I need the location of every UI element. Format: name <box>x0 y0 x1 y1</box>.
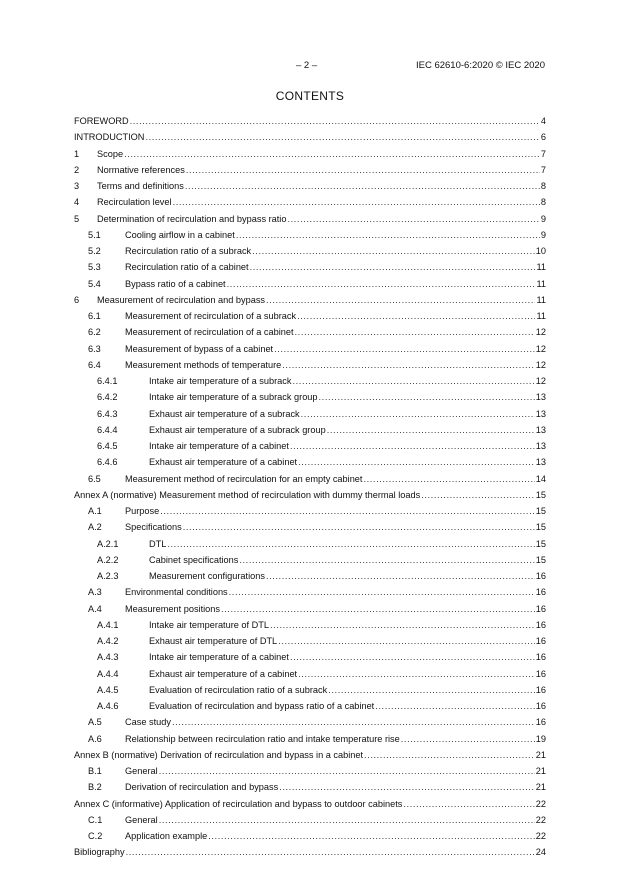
toc-dot-leader <box>130 113 540 129</box>
toc-dot-leader <box>208 828 535 844</box>
toc-entry-number: A.1 <box>88 506 102 516</box>
toc-entry-title: DTL <box>149 538 167 549</box>
toc-entry-page: 16 <box>535 668 546 679</box>
toc-entry[interactable] <box>74 162 546 178</box>
toc-dot-leader <box>239 552 534 568</box>
toc-entry-page: 13 <box>535 457 546 468</box>
toc-entry-page: 21 <box>535 766 546 776</box>
toc-entry-number: A.2 <box>88 522 102 533</box>
toc-entry-number: A.4.5 <box>97 684 119 695</box>
toc-entry-page: 9 <box>540 229 546 240</box>
toc-entry-title: General <box>125 814 158 825</box>
toc-entry-page: 11 <box>536 262 546 273</box>
toc-entry-number: A.2.2 <box>97 554 119 565</box>
toc-entry-title: Exhaust air temperature of DTL <box>149 636 278 646</box>
toc-dot-leader <box>159 812 535 828</box>
toc-entry-page: 15 <box>535 489 546 500</box>
toc-entry[interactable] <box>74 292 546 308</box>
toc-dot-leader <box>403 796 534 812</box>
toc-entry-title: FOREWORD <box>74 116 129 126</box>
toc-entry[interactable] <box>74 259 546 275</box>
toc-entry-number: A.4.3 <box>97 652 119 663</box>
toc-dot-leader <box>172 714 535 730</box>
toc-entry-title: Cooling airflow in a cabinet <box>125 229 235 240</box>
toc-entry-page: 16 <box>535 587 546 598</box>
toc-dot-leader <box>301 406 535 422</box>
toc-entry[interactable] <box>74 844 546 860</box>
toc-entry[interactable] <box>74 113 546 129</box>
toc-entry[interactable] <box>74 714 546 730</box>
toc-entry-title: Specifications <box>125 522 182 533</box>
toc-entry-page: 12 <box>535 327 546 338</box>
toc-entry[interactable] <box>74 519 546 535</box>
toc-entry-number: A.2.1 <box>97 538 119 549</box>
toc-dot-leader <box>160 503 535 519</box>
toc-entry-page: 16 <box>535 684 546 695</box>
toc-dot-leader <box>287 211 539 227</box>
toc-entry[interactable] <box>74 308 546 324</box>
toc-entry-page: 12 <box>535 376 546 386</box>
toc-entry[interactable] <box>74 422 546 438</box>
toc-entry-page: 13 <box>535 441 546 451</box>
toc-entry-page: 22 <box>535 831 546 841</box>
toc-dot-leader <box>186 162 540 178</box>
toc-entry[interactable] <box>74 552 546 568</box>
toc-entry-number: A.2.3 <box>97 571 119 581</box>
toc-dot-leader <box>375 698 535 714</box>
toc-entry-number: 1 <box>74 148 80 159</box>
toc-entry-number: A.6 <box>88 733 102 744</box>
toc-entry[interactable] <box>74 454 546 470</box>
toc-dot-leader <box>295 324 535 340</box>
toc-entry-number: 6 <box>74 294 80 305</box>
toc-entry[interactable] <box>74 487 546 503</box>
toc-entry-number: 6.4.3 <box>97 408 118 419</box>
toc-entry-page: 11 <box>536 311 546 321</box>
toc-entry-number: 5.4 <box>88 278 101 289</box>
toc-entry-page: 7 <box>540 148 546 159</box>
toc-entry-page: 13 <box>535 392 546 403</box>
toc-entry-page: 8 <box>540 181 546 191</box>
toc-entry-title: INTRODUCTION <box>74 132 145 143</box>
toc-dot-leader <box>252 243 535 259</box>
toc-entry-title: Determination of recirculation and bypass ratio <box>97 213 287 224</box>
toc-dot-leader <box>266 292 535 308</box>
toc-entry-number: 6.4.5 <box>97 441 118 451</box>
toc-dot-leader <box>401 731 535 747</box>
toc-entry-number: 6.2 <box>88 327 101 338</box>
toc-entry-number: 5 <box>74 213 80 224</box>
toc-entry[interactable] <box>74 243 546 259</box>
toc-entry-page: 12 <box>535 359 546 370</box>
toc-entry-page: 7 <box>540 164 546 175</box>
toc-entry-title: Exhaust air temperature of a cabinet <box>149 457 298 468</box>
toc-dot-leader <box>229 584 535 600</box>
toc-dot-leader <box>298 666 535 682</box>
toc-entry-title: Scope <box>97 148 124 159</box>
toc-entry[interactable] <box>74 129 546 145</box>
toc-entry-number: 3 <box>74 181 80 191</box>
toc-entry[interactable] <box>74 763 546 779</box>
toc-entry-title: Purpose <box>125 506 160 516</box>
toc-entry[interactable] <box>74 503 546 519</box>
toc-entry-page: 6 <box>540 132 546 143</box>
toc-entry-number: C.1 <box>88 814 103 825</box>
toc-dot-leader <box>364 747 535 763</box>
toc-dot-leader <box>421 487 535 503</box>
toc-entry-page: 15 <box>535 522 546 533</box>
toc-entry[interactable] <box>74 649 546 665</box>
toc-entry-number: A.4 <box>88 603 102 614</box>
page-header <box>0 60 620 74</box>
toc-dot-leader <box>328 682 535 698</box>
toc-entry-page: 22 <box>535 814 546 825</box>
toc-entry[interactable] <box>74 389 546 405</box>
toc-dot-leader <box>278 633 535 649</box>
toc-entry-number: 6.5 <box>88 473 101 484</box>
toc-entry-title: Terms and definitions <box>97 181 184 191</box>
toc-entry-page: 19 <box>535 733 546 744</box>
toc-entry[interactable] <box>74 178 546 194</box>
toc-dot-leader <box>327 422 535 438</box>
toc-entry-number: 4 <box>74 197 80 208</box>
toc-entry-title: Evaluation of recirculation ratio of a subrack <box>149 684 328 695</box>
toc-entry-page: 24 <box>535 847 546 858</box>
toc-entry[interactable] <box>74 341 546 357</box>
toc-entry-number: A.4.1 <box>97 619 119 630</box>
toc-entry[interactable] <box>74 682 546 698</box>
toc-entry-page: 16 <box>535 701 546 711</box>
toc-entry-title: Cabinet specifications <box>149 554 239 565</box>
toc-entry-title: Recirculation level <box>97 197 172 208</box>
toc-entry-title: Annex B (normative) Derivation of recirculation and bypass in a cabinet <box>74 749 364 760</box>
toc-entry-title: Measurement positions <box>125 603 220 614</box>
toc-entry[interactable] <box>74 633 546 649</box>
toc-entry[interactable] <box>74 471 546 487</box>
toc-entry-page: 21 <box>535 782 546 793</box>
toc-dot-leader <box>290 438 535 454</box>
toc-entry[interactable] <box>74 406 546 422</box>
toc-entry-title: Measurement methods of temperature <box>125 359 282 370</box>
toc-entry[interactable] <box>74 828 546 844</box>
toc-entry-title: Measurement of recirculation and bypass <box>97 294 266 305</box>
toc-entry-number: 2 <box>74 164 80 175</box>
toc-entry-number: B.1 <box>88 766 102 776</box>
toc-entry[interactable] <box>74 747 546 763</box>
toc-entry-number: 6.3 <box>88 343 101 354</box>
toc-entry[interactable] <box>74 698 546 714</box>
toc-entry-title: Environmental conditions <box>125 587 228 598</box>
toc-entry[interactable] <box>74 357 546 373</box>
toc-entry-page: 10 <box>535 246 546 256</box>
toc-entry-title: Exhaust air temperature of a subrack group <box>149 424 326 435</box>
toc-entry-title: Relationship between recirculation ratio and intake temperature rise <box>125 733 400 744</box>
toc-entry[interactable] <box>74 568 546 584</box>
toc-entry-number: 6.4 <box>88 359 101 370</box>
toc-entry[interactable] <box>74 731 546 747</box>
toc-entry-title: Annex A (normative) Measurement method of recirculation with dummy thermal loads <box>74 489 421 500</box>
toc-entry-page: 13 <box>535 424 546 435</box>
toc-entry-title: Normative references <box>97 164 185 175</box>
toc-entry-number: 6.4.6 <box>97 457 118 468</box>
toc-entry-title: Bypass ratio of a cabinet <box>125 278 226 289</box>
toc-dot-leader <box>145 129 539 145</box>
toc-dot-leader <box>274 341 535 357</box>
toc-entry[interactable] <box>74 227 546 243</box>
toc-entry-page: 16 <box>535 652 546 663</box>
toc-entry-page: 9 <box>540 213 546 224</box>
toc-entry-number: 6.4.4 <box>97 424 118 435</box>
toc-entry-title: Intake air temperature of DTL <box>149 619 270 630</box>
toc-dot-leader <box>250 259 536 275</box>
toc-dot-leader <box>297 308 535 324</box>
toc-entry-title: Intake air temperature of a subrack group <box>149 392 318 403</box>
toc-entry-page: 15 <box>535 538 546 549</box>
toc-entry-title: Derivation of recirculation and bypass <box>125 782 279 793</box>
toc-dot-leader <box>266 568 535 584</box>
toc-dot-leader <box>221 601 535 617</box>
toc-dot-leader <box>236 227 540 243</box>
toc-entry-title: Case study <box>125 717 171 728</box>
toc-entry-page: 4 <box>540 116 546 126</box>
toc-entry-title: Bibliography <box>74 847 125 858</box>
toc-entry-page: 15 <box>535 506 546 516</box>
toc-dot-leader <box>270 617 535 633</box>
toc-dot-leader <box>185 178 540 194</box>
toc-dot-leader <box>290 649 535 665</box>
toc-dot-leader <box>183 519 535 535</box>
toc-dot-leader <box>298 454 535 470</box>
toc-entry-page: 22 <box>535 798 546 809</box>
toc-entry-number: 5.1 <box>88 229 101 240</box>
toc-entry-number: A.3 <box>88 587 102 598</box>
toc-entry-title: Measurement of bypass of a cabinet <box>125 343 274 354</box>
toc-entry-page: 16 <box>535 636 546 646</box>
toc-entry[interactable] <box>74 601 546 617</box>
toc-entry-number: A.4.6 <box>97 701 119 711</box>
toc-entry-page: 16 <box>535 619 546 630</box>
toc-entry-title: Intake air temperature of a cabinet <box>149 652 289 663</box>
toc-entry-page: 21 <box>535 749 546 760</box>
toc-entry-page: 12 <box>535 343 546 354</box>
toc-dot-leader <box>167 536 534 552</box>
toc-entry-number: 6.1 <box>88 311 101 321</box>
toc-entry-title: Recirculation ratio of a cabinet <box>125 262 249 273</box>
toc-dot-leader <box>173 194 540 210</box>
toc-entry-number: A.4.2 <box>97 636 119 646</box>
toc-entry-title: Recirculation ratio of a subrack <box>125 246 252 256</box>
toc-entry-title: Intake air temperature of a cabinet <box>149 441 289 451</box>
toc-entry-page: 16 <box>535 603 546 614</box>
toc-entry-number: A.4.4 <box>97 668 119 679</box>
toc-entry[interactable] <box>74 373 546 389</box>
toc-entry-number: 5.3 <box>88 262 101 273</box>
toc-entry-page: 14 <box>535 473 546 484</box>
toc-dot-leader <box>124 146 540 162</box>
toc-entry[interactable] <box>74 438 546 454</box>
toc-entry[interactable] <box>74 779 546 795</box>
toc-dot-leader <box>363 471 534 487</box>
toc-entry-page: 11 <box>536 278 546 289</box>
toc-entry-title: Application example <box>125 831 208 841</box>
toc-dot-leader <box>319 389 535 405</box>
toc-entry[interactable] <box>74 617 546 633</box>
toc-entry-title: Evaluation of recirculation and bypass ratio of a cabinet <box>149 701 375 711</box>
toc-entry-page: 16 <box>535 717 546 728</box>
toc-dot-leader <box>282 357 535 373</box>
toc-entry-title: Measurement of recirculation of a subrack <box>125 311 297 321</box>
toc-entry[interactable] <box>74 796 546 812</box>
toc-entry-number: B.2 <box>88 782 102 793</box>
toc-entry-number: 5.2 <box>88 246 101 256</box>
toc-entry-page: 11 <box>536 294 546 305</box>
toc-entry[interactable] <box>74 536 546 552</box>
toc-entry-title: Measurement method of recirculation for an empty cabinet <box>125 473 363 484</box>
toc-entry-title: Exhaust air temperature of a subrack <box>149 408 300 419</box>
toc-entry-page: 8 <box>540 197 546 208</box>
toc-entry-number: 6.4.1 <box>97 376 118 386</box>
toc-entry[interactable] <box>74 211 546 227</box>
toc-entry[interactable] <box>74 584 546 600</box>
toc-entry-title: Exhaust air temperature of a cabinet <box>149 668 298 679</box>
page-number: – 2 – <box>296 60 318 71</box>
toc-dot-leader <box>292 373 534 389</box>
table-of-contents <box>74 113 546 861</box>
toc-entry-title: General <box>125 766 158 776</box>
toc-entry[interactable] <box>74 146 546 162</box>
toc-entry-page: 13 <box>535 408 546 419</box>
toc-entry[interactable] <box>74 194 546 210</box>
toc-entry-number: 6.4.2 <box>97 392 118 403</box>
toc-entry-title: Measurement configurations <box>149 571 265 581</box>
toc-entry[interactable] <box>74 276 546 292</box>
toc-dot-leader <box>126 844 535 860</box>
toc-entry-number: A.5 <box>88 717 102 728</box>
toc-entry-page: 15 <box>535 554 546 565</box>
toc-entry-title: Measurement of recirculation of a cabinet <box>125 327 294 338</box>
toc-entry-page: 16 <box>535 571 546 581</box>
toc-entry[interactable] <box>74 324 546 340</box>
toc-dot-leader <box>227 276 536 292</box>
toc-dot-leader <box>159 763 535 779</box>
toc-entry[interactable] <box>74 812 546 828</box>
toc-entry-title: Annex C (informative) Application of recirculation and bypass to outdoor cabinets <box>74 798 403 809</box>
toc-entry-number: C.2 <box>88 831 103 841</box>
toc-entry-title: Intake air temperature of a subrack <box>149 376 292 386</box>
toc-entry[interactable] <box>74 666 546 682</box>
toc-dot-leader <box>279 779 535 795</box>
document-reference: IEC 62610-6:2020 © IEC 2020 <box>415 60 545 71</box>
contents-title: CONTENTS <box>275 89 345 103</box>
